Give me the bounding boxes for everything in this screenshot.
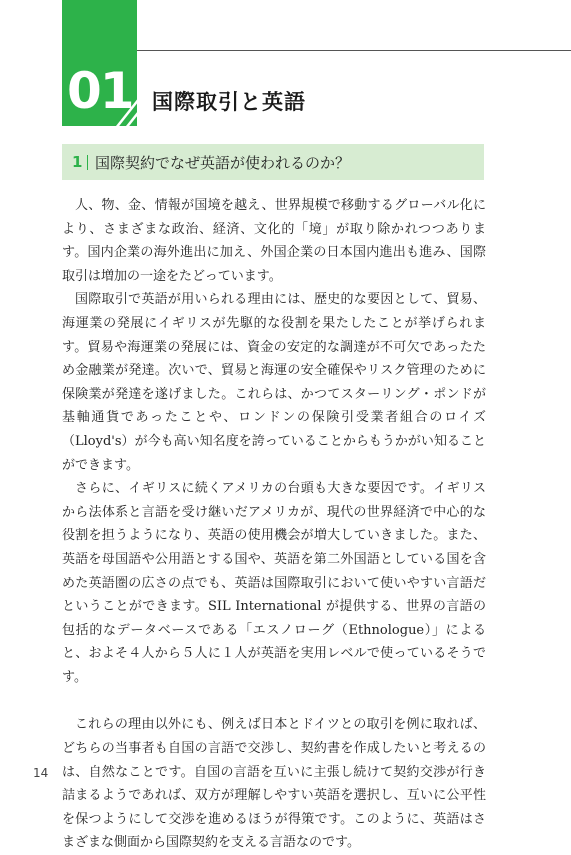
page-number: 14: [33, 766, 49, 780]
section-heading: [62, 144, 484, 180]
paragraph: これらの理由以外にも、例えば日本とドイツとの取引を例に取れば、どちらの当事者も自国の言語で交渉し、契約書を作成したいと考えるのは、自然なことです。自国の言語を互いに主張し続けて契約交渉が行き詰まるようであれば、双方が理解しやすい英語を選択し、互いに公平性を保つようにして交渉を進めるほうが得策です。このように、英語はさまざまな側面から国際契約を支える言語なのです。: [62, 717, 486, 851]
section-number: 1: [72, 153, 83, 171]
slash-decoration-icon: [114, 70, 137, 126]
chapter-title: 国際取引と英語: [152, 90, 306, 114]
paragraph: 国際取引で英語が用いられる理由には、歴史的な要因として、貿易、海運業の発展にイギリスが先駆的な役割を果たしたことが挙げられます。貿易や海運業の発展には、資金の安定的な調達が不可欠であったため金融業が発達。次いで、貿易と海運の安全確保やリスク管理のために保険業が発達を遂げました。これらは、かつてスターリング・ポンドが基軸通貨であったことや、ロンドンの保険引受業者組合のロイズ（Lloyd's）が今も高い知名度を誇っていることからもうかがい知ることができます。: [62, 292, 486, 473]
header-rule: [62, 50, 571, 51]
paragraph: 人、物、金、情報が国境を越え、世界規模で移動するグローバル化により、さまざまな政治、経済、文化的「境」が取り除かれつつあります。国内企業の海外進出に加え、外国企業の日本国内進出も進み、国際取引は増加の一途をたどっています。: [62, 198, 486, 284]
paragraph: さらに、イギリスに続くアメリカの台頭も大きな要因です。イギリスから法体系と言語を受け継いだアメリカが、現代の世界経済で中心的な役割を担うようになり、英語の使用機会が増大していきました。また、英語を母国語や公用語とする国や、英語を第二外国語としている国を含めた英語圏の広さの点でも、英語は国際取引において使いやすい言語だということができます。SIL International が提供する、世界の言語の包括的なデータベースである「エスノローグ（Ethnologue）」によると、およそ４人から５人に１人が英語を実用レベルで使っているそうです。: [62, 481, 486, 685]
body-text: [62, 194, 486, 855]
chapter-number-block: [62, 0, 137, 126]
section-title: 国際契約でなぜ英語が使われるのか？: [95, 154, 351, 172]
chapter-number: 01: [67, 62, 133, 120]
section-divider: [87, 155, 88, 170]
